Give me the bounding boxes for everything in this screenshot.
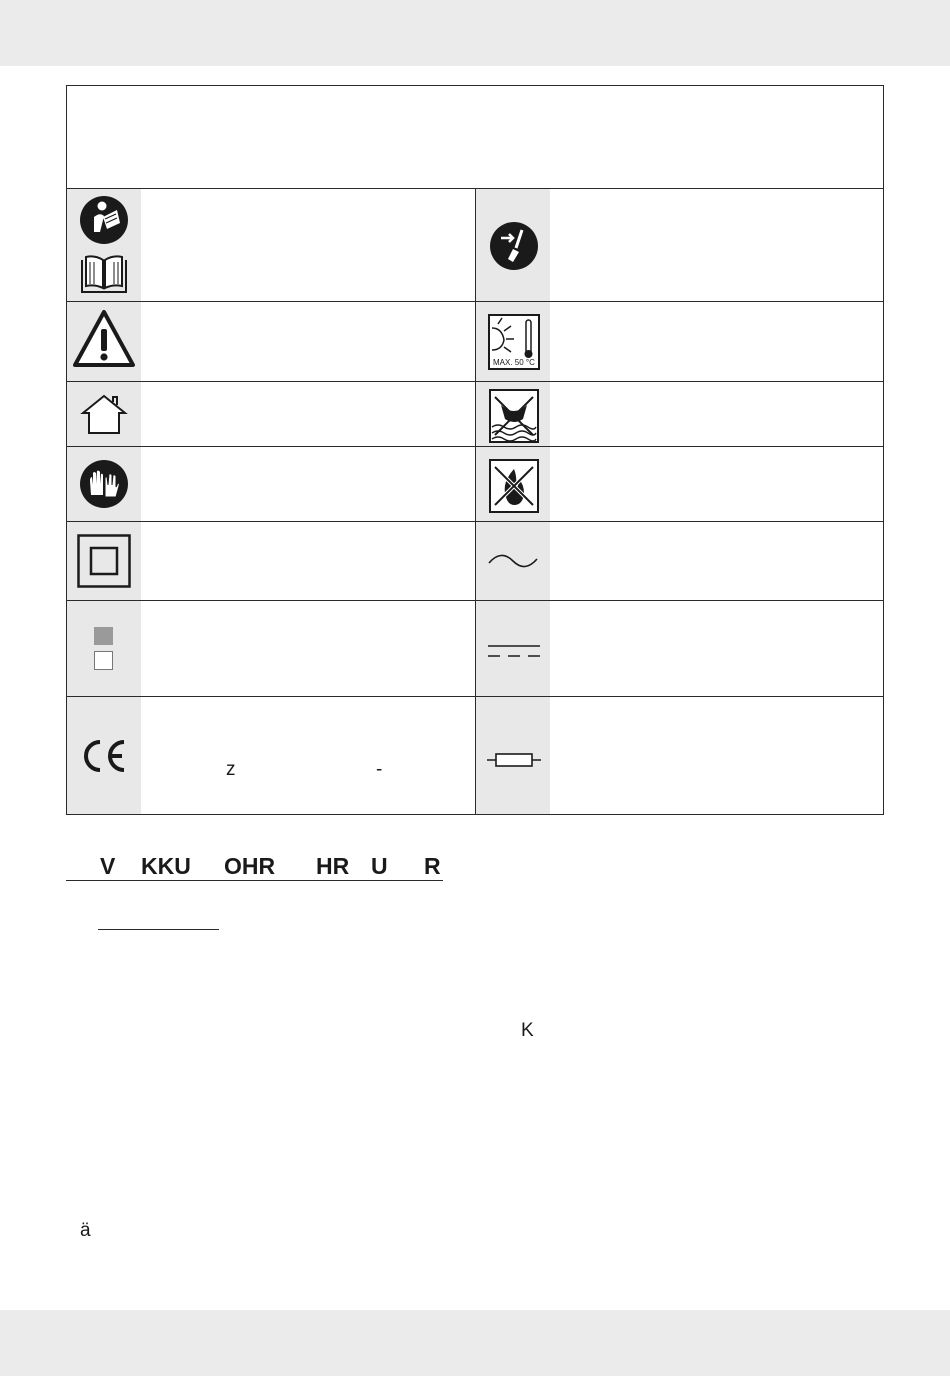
ce-mark-icon bbox=[80, 738, 128, 774]
section-heading bbox=[66, 852, 443, 881]
heading-fragment: R bbox=[424, 853, 441, 879]
indoor-house-icon bbox=[80, 393, 128, 435]
table-text-fragment: - bbox=[376, 759, 383, 780]
no-water-icon bbox=[489, 389, 539, 443]
max-temperature-sun-icon bbox=[488, 314, 540, 370]
led-indicator-icon bbox=[93, 626, 115, 672]
read-manual-person-icon bbox=[79, 195, 129, 245]
heading-fragment: KKU bbox=[141, 853, 191, 879]
alternating-current-icon bbox=[487, 550, 539, 572]
warning-triangle-icon bbox=[72, 309, 136, 369]
direct-current-icon bbox=[487, 643, 541, 659]
body-text-fragment: K bbox=[521, 1020, 534, 1041]
table-text-fragment: z bbox=[226, 759, 236, 780]
heading-fragment: U bbox=[371, 853, 388, 879]
body-text-fragment: ä bbox=[80, 1220, 91, 1241]
top-margin-band bbox=[0, 0, 950, 66]
bottom-margin-band bbox=[0, 1310, 950, 1376]
fuse-icon bbox=[486, 751, 542, 769]
heading-fragment: OHR bbox=[224, 853, 276, 879]
protective-gloves-icon bbox=[79, 459, 129, 509]
protection-class-ii-icon bbox=[77, 534, 131, 588]
subheading-underline bbox=[98, 929, 219, 930]
disconnect-plug-icon bbox=[489, 221, 539, 271]
max-temp-label: MAX. 50 °C bbox=[493, 358, 535, 367]
heading-fragment: HR bbox=[316, 853, 350, 879]
open-book-icon bbox=[79, 253, 129, 295]
no-fire-icon bbox=[489, 459, 539, 513]
heading-fragment: V bbox=[100, 853, 116, 879]
column-divider bbox=[475, 188, 476, 815]
